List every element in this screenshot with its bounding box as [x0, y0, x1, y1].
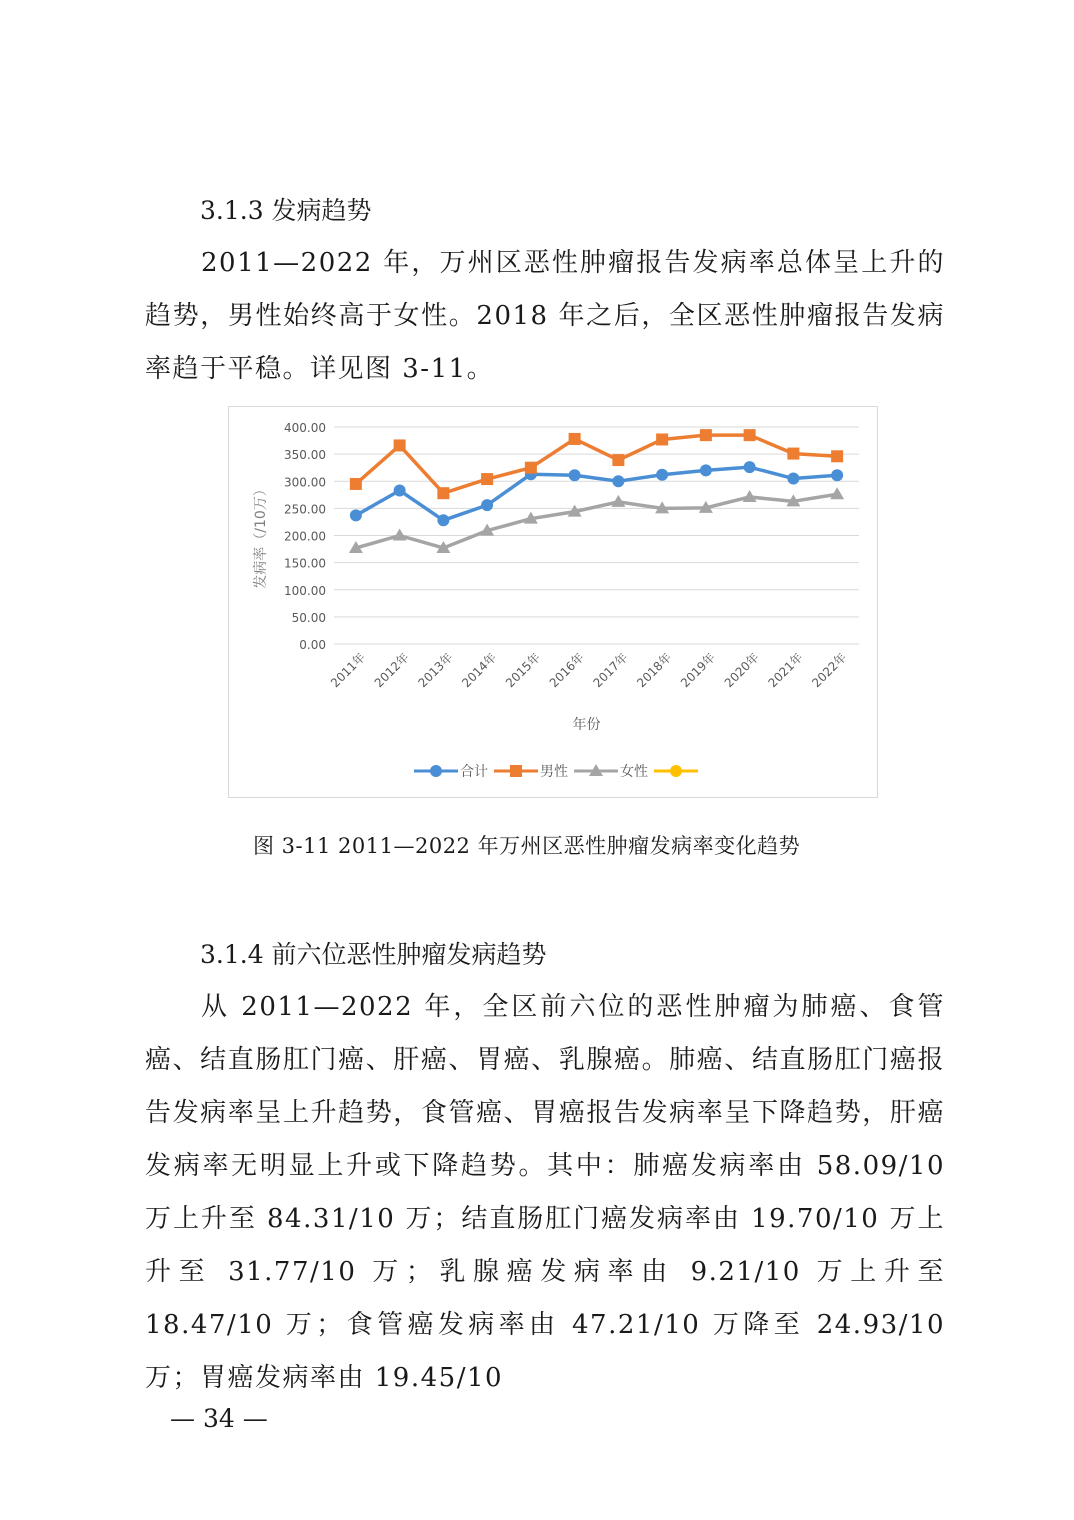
data-point — [831, 450, 843, 462]
y-tick-label: 250.00 — [284, 502, 326, 517]
data-point — [744, 461, 756, 473]
data-point — [830, 487, 844, 499]
x-axis-label: 年份 — [572, 717, 601, 733]
x-tick-label: 2015年 — [503, 650, 543, 691]
x-tick-label: 2019年 — [678, 650, 718, 691]
data-point — [787, 448, 799, 460]
page-number: — 34 — — [170, 1404, 268, 1433]
x-tick-label: 2021年 — [765, 650, 806, 691]
data-point — [481, 499, 493, 511]
y-tick-label: 200.00 — [284, 529, 326, 544]
legend-label-0: 合计 — [460, 764, 488, 780]
data-point — [612, 454, 624, 466]
x-tick-label: 2018年 — [634, 650, 675, 691]
y-tick-label: 150.00 — [284, 556, 326, 571]
data-point — [437, 514, 449, 526]
section-paragraph-3-1-4: 从 2011—2022 年，全区前六位的恶性肿瘤为肺癌、食管癌、结直肠肛门癌、肝癌、胃癌、乳腺癌。肺癌、结直肠肛门癌报告发病率呈上升趋势，食管癌、胃癌报告发病率呈下降趋势，肝癌发病率无明显上升或下降趋势。其中：肺癌发病率由 58.09/10 万上升至 84.31/10 万；结直肠肛门癌发病率由 19.70/10 万上升至 31.77/10 万；乳腺癌发病率由 9.21/10 万上升至 18.47/10 万；食管癌发病率由 47.21/10 万降至 24.93/10 万；胃癌发病率由 19.45/10 — [145, 992, 945, 1393]
y-tick-label: 50.00 — [291, 610, 326, 625]
section-heading-3-1-4: 3.1.4 前六位恶性肿瘤发病趋势 — [200, 940, 547, 969]
y-tick-label: 350.00 — [284, 448, 326, 463]
data-point — [787, 473, 799, 485]
data-point — [831, 469, 843, 481]
y-tick-label: 100.00 — [284, 583, 326, 598]
data-point — [350, 509, 362, 521]
section-heading-3-1-3: 3.1.3 发病趋势 — [200, 196, 372, 225]
data-point — [744, 429, 756, 441]
x-tick-label: 2022年 — [809, 650, 850, 691]
y-tick-label: 300.00 — [284, 475, 326, 490]
data-point — [569, 469, 581, 481]
x-tick-label: 2020年 — [721, 650, 762, 691]
legend-marker-3 — [670, 765, 682, 777]
data-point — [656, 469, 668, 481]
legend-marker-1 — [510, 765, 522, 777]
incidence-trend-chart — [228, 406, 878, 798]
y-tick-label: 0.00 — [299, 638, 326, 652]
data-point — [394, 484, 406, 496]
y-axis-label: 发病率（/10万） — [253, 482, 269, 589]
chart-svg — [229, 407, 879, 799]
x-tick-label: 2011年 — [328, 650, 368, 691]
data-point — [481, 473, 493, 485]
data-point — [437, 487, 449, 499]
legend-marker-0 — [430, 765, 442, 777]
data-point — [612, 475, 624, 487]
x-tick-label: 2014年 — [459, 650, 500, 691]
data-point — [393, 529, 407, 541]
x-tick-label: 2016年 — [546, 650, 587, 691]
data-point — [656, 433, 668, 445]
x-tick-label: 2013年 — [415, 650, 456, 691]
data-point — [700, 464, 712, 476]
data-point — [569, 433, 581, 445]
x-tick-label: 2012年 — [371, 650, 412, 691]
series-line-1 — [356, 435, 837, 493]
figure-caption: 图 3-11 2011—2022 年万州区恶性肿瘤发病率变化趋势 — [253, 834, 801, 858]
data-point — [394, 439, 406, 451]
x-tick-label: 2017年 — [590, 650, 631, 691]
data-point — [350, 478, 362, 490]
legend-label-1: 男性 — [540, 764, 568, 780]
legend-label-2: 女性 — [620, 764, 648, 780]
series-line-2 — [356, 494, 837, 548]
data-point — [700, 429, 712, 441]
data-point — [525, 462, 537, 474]
y-tick-label: 400.00 — [284, 421, 326, 435]
section-paragraph-3-1-3: 2011—2022 年，万州区恶性肿瘤报告发病率总体呈上升的趋势，男性始终高于女性。2018 年之后，全区恶性肿瘤报告发病率趋于平稳。详见图 3-11。 — [145, 248, 945, 384]
